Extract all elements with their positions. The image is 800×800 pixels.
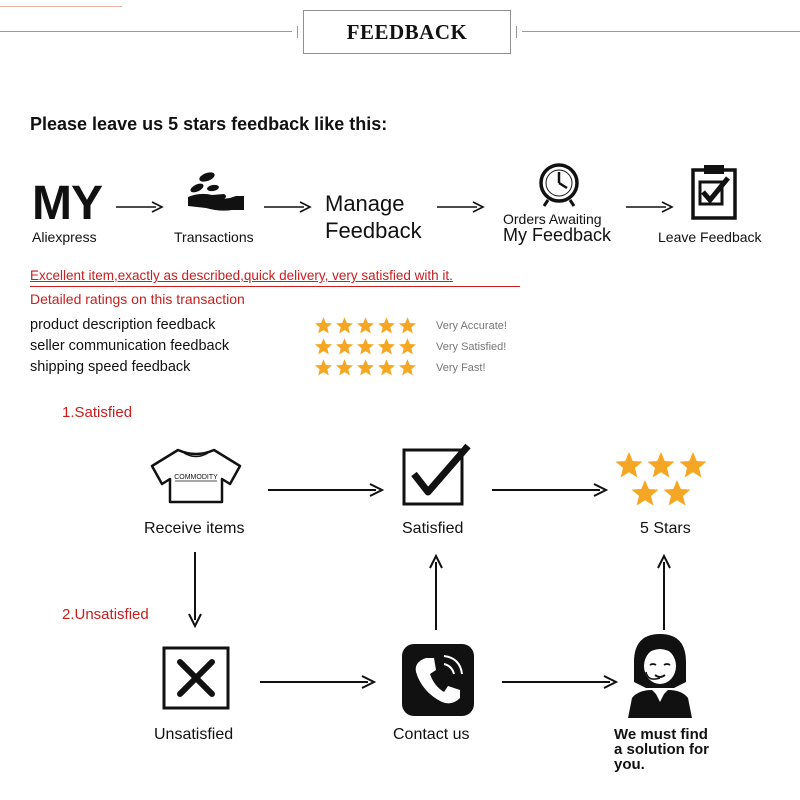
star-icon (377, 337, 396, 356)
hand-coins-icon (186, 166, 246, 214)
star-icon (614, 450, 644, 480)
satisfied-label: Satisfied (402, 520, 464, 537)
phone-icon (402, 644, 474, 716)
rating-value: Very Fast! (436, 362, 486, 374)
star-icon (398, 337, 417, 356)
rating-label: shipping speed feedback (30, 359, 191, 375)
manage-feedback-step (325, 190, 422, 244)
star-icon (314, 358, 333, 377)
detailed-ratings-title: Detailed ratings on this transaction (30, 291, 245, 307)
star-icon (356, 337, 375, 356)
commodity-text: COMMODITY (174, 474, 218, 481)
solution-text (614, 727, 709, 772)
star-icon (398, 358, 417, 377)
arrow-up-icon (656, 554, 672, 630)
star-icon (356, 358, 375, 377)
rating-value: Very Satisfied! (436, 341, 507, 353)
satisfied-section-title: 1.Satisfied (62, 404, 133, 421)
header-tick-left (297, 26, 298, 38)
star-icon (335, 316, 354, 335)
five-stars-label: 5 Stars (640, 520, 691, 537)
my-feedback-label: My Feedback (503, 225, 612, 245)
solution-line1: We must find (614, 726, 708, 743)
star-icon (398, 316, 417, 335)
five-stars-icon (614, 450, 714, 510)
my-logo-text: MY (32, 177, 102, 230)
header-rule-right (522, 31, 800, 32)
rating-label: product description feedback (30, 317, 216, 333)
orders-awaiting-label: Orders Awaiting (503, 211, 602, 227)
star-icon (678, 450, 708, 480)
example-comment: Excellent item,exactly as described,quick delivery, very satisfied with it. (30, 268, 453, 283)
support-agent-icon (624, 632, 696, 718)
star-icon (314, 337, 333, 356)
star-icon (377, 316, 396, 335)
checkbox-cross-icon (162, 646, 230, 710)
tshirt-commodity-icon (148, 446, 244, 506)
arrow-icon (116, 200, 164, 214)
arrow-up-icon (428, 554, 444, 630)
manage-line2: Feedback (325, 218, 422, 243)
contact-us-label: Contact us (393, 726, 470, 743)
arrow-icon (260, 674, 378, 690)
arrow-icon (626, 200, 674, 214)
star-rating (314, 358, 417, 377)
clipboard-check-icon (690, 164, 742, 222)
star-icon (335, 358, 354, 377)
star-icon (630, 478, 660, 508)
arrow-icon (437, 200, 485, 214)
star-icon (377, 358, 396, 377)
star-icon (314, 316, 333, 335)
rating-label: seller communication feedback (30, 338, 230, 354)
intro-text: Please leave us 5 stars feedback like this: (30, 114, 388, 134)
rating-value: Very Accurate! (436, 320, 507, 332)
checkbox-checked-icon (402, 444, 472, 506)
receive-items-label: Receive items (144, 520, 245, 537)
solution-line3: you. (614, 756, 645, 773)
star-rating (314, 337, 417, 356)
page-title: FEEDBACK (303, 10, 511, 54)
aliexpress-label: Aliexpress (32, 229, 97, 245)
star-rating (314, 316, 417, 335)
corner-accent-line (0, 6, 122, 7)
clock-icon (532, 162, 586, 208)
arrow-icon (502, 674, 620, 690)
header-rule-left (0, 31, 292, 32)
comment-divider (30, 286, 520, 287)
unsatisfied-label: Unsatisfied (154, 726, 234, 743)
star-icon (662, 478, 692, 508)
star-icon (356, 316, 375, 335)
unsatisfied-section-title: 2.Unsatisfied (62, 606, 149, 623)
arrow-icon (264, 200, 312, 214)
leave-feedback-label: Leave Feedback (658, 229, 762, 245)
arrow-down-icon (187, 552, 203, 628)
arrow-icon (268, 482, 386, 498)
header-tick-right (516, 26, 517, 38)
manage-line1: Manage (325, 191, 405, 216)
solution-line2: a solution for (614, 741, 709, 758)
star-icon (335, 337, 354, 356)
transactions-label: Transactions (174, 229, 254, 245)
star-icon (646, 450, 676, 480)
arrow-icon (492, 482, 610, 498)
